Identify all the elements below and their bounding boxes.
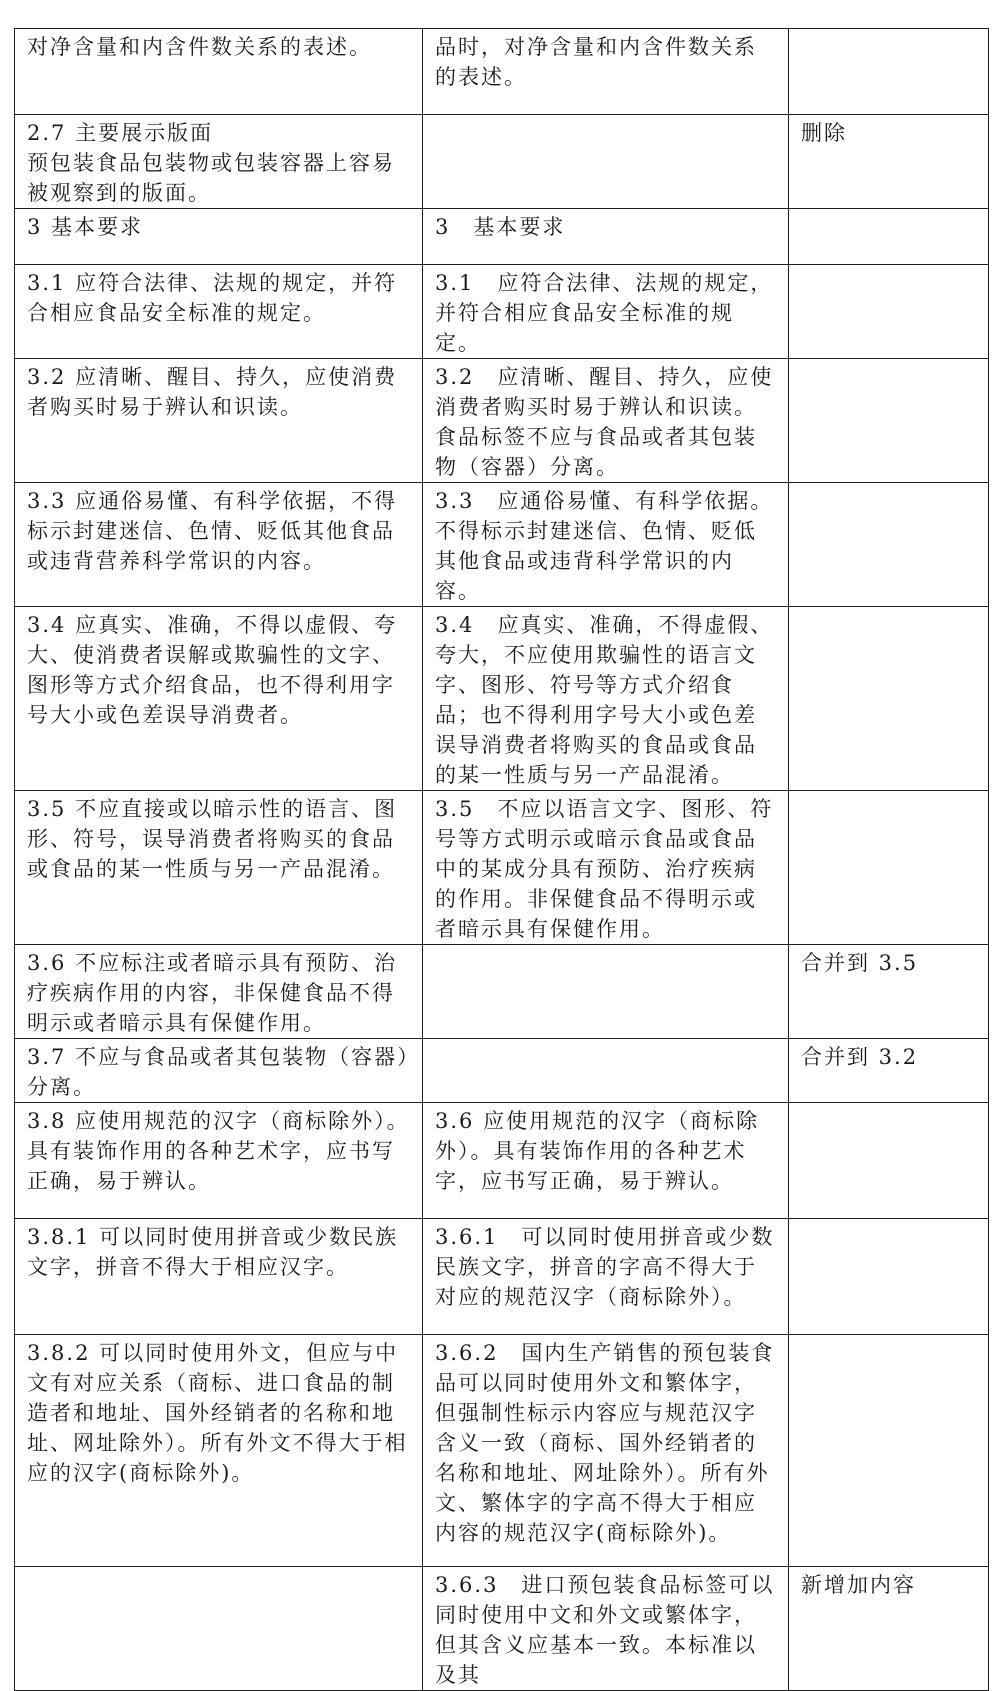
note-cell: 合并到 3.5	[789, 945, 989, 1039]
note-cell	[789, 791, 989, 945]
table-row	[15, 209, 989, 265]
table-row	[15, 265, 989, 359]
new-text-cell: 3.2 应清晰、醒目、持久，应使消费者购买时易于辨认和识读。食品标签不应与食品或者其包装物（容器）分离。	[423, 359, 789, 483]
note-cell	[789, 483, 989, 607]
note-cell	[789, 607, 989, 791]
old-text-cell: 3.3 应通俗易懂、有科学依据，不得标示封建迷信、色情、贬低其他食品或违背营养科学常识的内容。	[15, 483, 423, 607]
old-text-cell: 3.6 不应标注或者暗示具有预防、治疗疾病作用的内容，非保健食品不得明示或者暗示具有保健作用。	[15, 945, 423, 1039]
note-cell	[789, 359, 989, 483]
old-text-cell: 对净含量和内含件数关系的表述。	[15, 29, 423, 115]
new-text-cell: 3.6.2 国内生产销售的预包装食品可以同时使用外文和繁体字，但强制性标示内容应与规范汉字含义一致（商标、国外经销者的名称和地址、网址除外）。所有外文、繁体字的字高不得大于相应内容的规范汉字(商标除外)。	[423, 1335, 789, 1567]
new-text-cell: 3.6 应使用规范的汉字（商标除外）。具有装饰作用的各种艺术字，应书写正确，易于辨认。	[423, 1103, 789, 1219]
table-row	[15, 1039, 989, 1103]
table-row	[15, 607, 989, 791]
old-text-cell: 3.8.1 可以同时使用拼音或少数民族文字，拼音不得大于相应汉字。	[15, 1219, 423, 1335]
note-cell: 删除	[789, 115, 989, 209]
new-text-cell	[423, 945, 789, 1039]
table-row	[15, 1219, 989, 1335]
old-text-cell: 3.1 应符合法律、法规的规定，并符合相应食品安全标准的规定。	[15, 265, 423, 359]
table-row	[15, 945, 989, 1039]
table-row	[15, 1103, 989, 1219]
old-text-cell: 3.2 应清晰、醒目、持久，应使消费者购买时易于辨认和识读。	[15, 359, 423, 483]
table-row	[15, 29, 989, 115]
note-cell: 新增加内容	[789, 1567, 989, 1691]
new-text-cell: 品时，对净含量和内含件数关系的表述。	[423, 29, 789, 115]
new-text-cell	[423, 115, 789, 209]
new-text-cell: 3.6.3 进口预包装食品标签可以同时使用中文和外文或繁体字，但其含义应基本一致。本标准以及其	[423, 1567, 789, 1691]
table-row	[15, 483, 989, 607]
table-row	[15, 791, 989, 945]
old-text-cell: 3 基本要求	[15, 209, 423, 265]
new-text-cell: 3.4 应真实、准确，不得虚假、夸大，不应使用欺骗性的语言文字、图形、符号等方式介绍食品；也不得利用字号大小或色差误导消费者将购买的食品或食品的某一性质与另一产品混淆。	[423, 607, 789, 791]
note-cell: 合并到 3.2	[789, 1039, 989, 1103]
table-row	[15, 1335, 989, 1567]
old-text-cell: 2.7 主要展示版面 预包装食品包装物或包装容器上容易被观察到的版面。	[15, 115, 423, 209]
new-text-cell: 3.6.1 可以同时使用拼音或少数民族文字，拼音的字高不得大于对应的规范汉字（商标除外）。	[423, 1219, 789, 1335]
new-text-cell: 3.1 应符合法律、法规的规定，并符合相应食品安全标准的规定。	[423, 265, 789, 359]
new-text-cell	[423, 1039, 789, 1103]
old-text-cell: 3.5 不应直接或以暗示性的语言、图形、符号，误导消费者将购买的食品或食品的某一性质与另一产品混淆。	[15, 791, 423, 945]
new-text-cell: 3.3 应通俗易懂、有科学依据。不得标示封建迷信、色情、贬低其他食品或违背科学常识的内容。	[423, 483, 789, 607]
old-text-cell: 3.8.2 可以同时使用外文，但应与中文有对应关系（商标、进口食品的制造者和地址、国外经销者的名称和地址、网址除外）。所有外文不得大于相应的汉字(商标除外)。	[15, 1335, 423, 1567]
note-cell	[789, 1219, 989, 1335]
note-cell	[789, 1103, 989, 1219]
new-text-cell: 3.5 不应以语言文字、图形、符号等方式明示或暗示食品或食品中的某成分具有预防、治疗疾病的作用。非保健食品不得明示或者暗示具有保健作用。	[423, 791, 789, 945]
old-text-cell: 3.7 不应与食品或者其包装物（容器）分离。	[15, 1039, 423, 1103]
old-text-cell: 3.8 应使用规范的汉字（商标除外）。具有装饰作用的各种艺术字，应书写正确，易于辨认。	[15, 1103, 423, 1219]
table-row	[15, 115, 989, 209]
table-row	[15, 359, 989, 483]
new-text-cell: 3 基本要求	[423, 209, 789, 265]
note-cell	[789, 1335, 989, 1567]
old-text-cell: 3.4 应真实、准确，不得以虚假、夸大、使消费者误解或欺骗性的文字、图形等方式介绍食品，也不得利用字号大小或色差误导消费者。	[15, 607, 423, 791]
comparison-table	[14, 28, 989, 1691]
note-cell	[789, 29, 989, 115]
old-text-cell	[15, 1567, 423, 1691]
note-cell	[789, 265, 989, 359]
table-row	[15, 1567, 989, 1691]
note-cell	[789, 209, 989, 265]
